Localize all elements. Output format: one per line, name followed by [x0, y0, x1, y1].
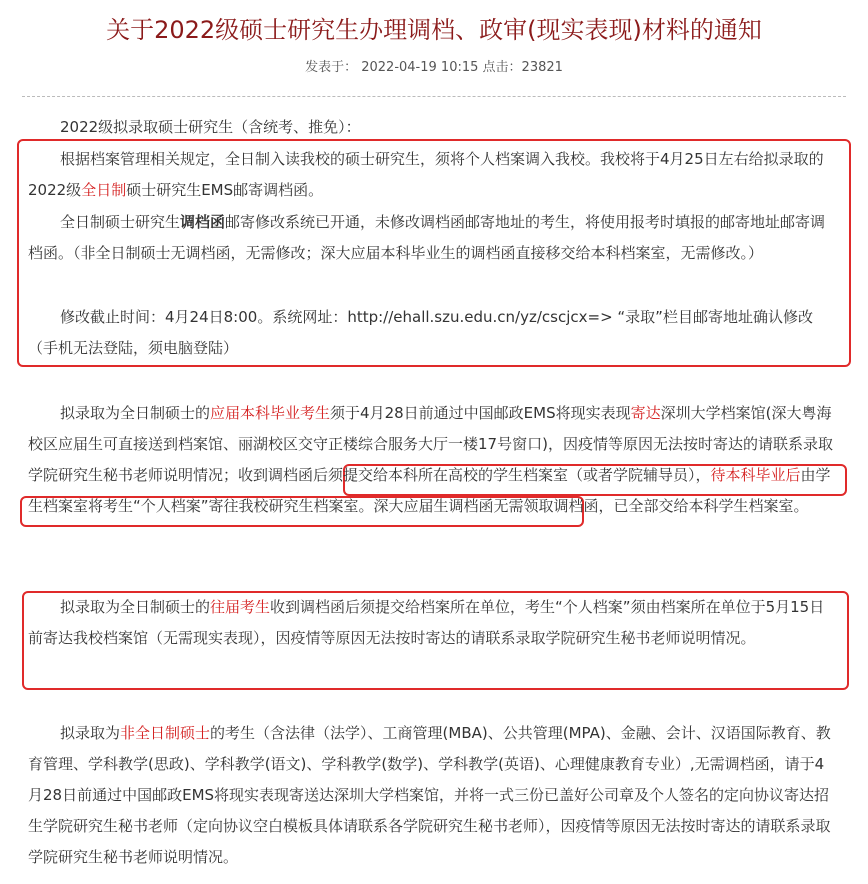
section2-paragraph: 拟录取为全日制硕士的应届本科毕业考生须于4月28日前通过中国邮政EMS将现实表现寄达深圳大学档案馆(深大粤海校区应届生可直接送到档案馆、丽湖校区交守正楼综合服务大厅一楼17号窗口)，因疫情等原因无法按时寄达的请联系录取学院研究生秘书老师说明情况；收到调档函后须提交给本科所在高校的学生档案室（或者学院辅导员），待本科毕业后由学生档案室将考生“个人档案”寄往我校研究生档案室。深大应届生调档函无需领取调档函，已全部交给本科学生档案室。	[28, 404, 833, 515]
intro-paragraph: 2022级拟录取硕士研究生（含统考、推免）：	[60, 118, 361, 136]
publish-date: 2022-04-19 10:15	[361, 60, 479, 75]
divider	[22, 96, 846, 97]
article-meta	[0, 58, 868, 78]
page-title: 关于2022级硕士研究生办理调档、政审(现实表现)材料的通知	[106, 16, 762, 44]
meta-label: 发表于：	[305, 60, 358, 75]
section1-paragraph-b: 全日制硕士研究生调档函邮寄修改系统已开通，未修改调档函邮寄地址的考生，将使用报考时填报的邮寄地址邮寄调档函。（非全日制硕士无调档函，无需修改；深大应届本科毕业生的调档函直接移交给本科档案室，无需修改。）	[28, 213, 826, 262]
clicks-label: 点击：	[482, 60, 522, 75]
click-count: 23821	[521, 60, 563, 75]
section1-paragraph-a: 根据档案管理相关规定，全日制入读我校的硕士研究生，须将个人档案调入我校。我校将于4月25日左右给拟录取的2022级全日制硕士研究生EMS邮寄调档函。	[28, 150, 824, 199]
section3-paragraph: 拟录取为全日制硕士的往届考生收到调档函后须提交给档案所在单位，考生“个人档案”须由档案所在单位于5月15日前寄达我校档案馆（无需现实表现），因疫情等原因无法按时寄达的请联系录取学院研究生秘书老师说明情况。	[28, 598, 825, 647]
section1-paragraph-c: 修改截止时间：4月24日8:00。系统网址：http://ehall.szu.edu.cn/yz/cscjcx=> “录取”栏目邮寄地址确认修改（手机无法登陆，须电脑登陆）	[28, 308, 813, 357]
section4-paragraph: 拟录取为非全日制硕士的考生（含法律（法学）、工商管理(MBA)、公共管理(MPA)、金融、会计、汉语国际教育、教育管理、学科教学(思政)、学科教学(语文)、学科教学(数学)、学科教学(英语)、心理健康教育专业）,无需调档函，请于4月28日前通过中国邮政EMS将现实表现寄送达深圳大学档案馆，并将一式三份已盖好公司章及个人签名的定向协议寄达招生学院研究生秘书老师（定向协议空白模板具体请联系各学院研究生秘书老师），因疫情等原因无法按时寄达的请联系录取学院研究生秘书老师说明情况。	[28, 724, 831, 866]
